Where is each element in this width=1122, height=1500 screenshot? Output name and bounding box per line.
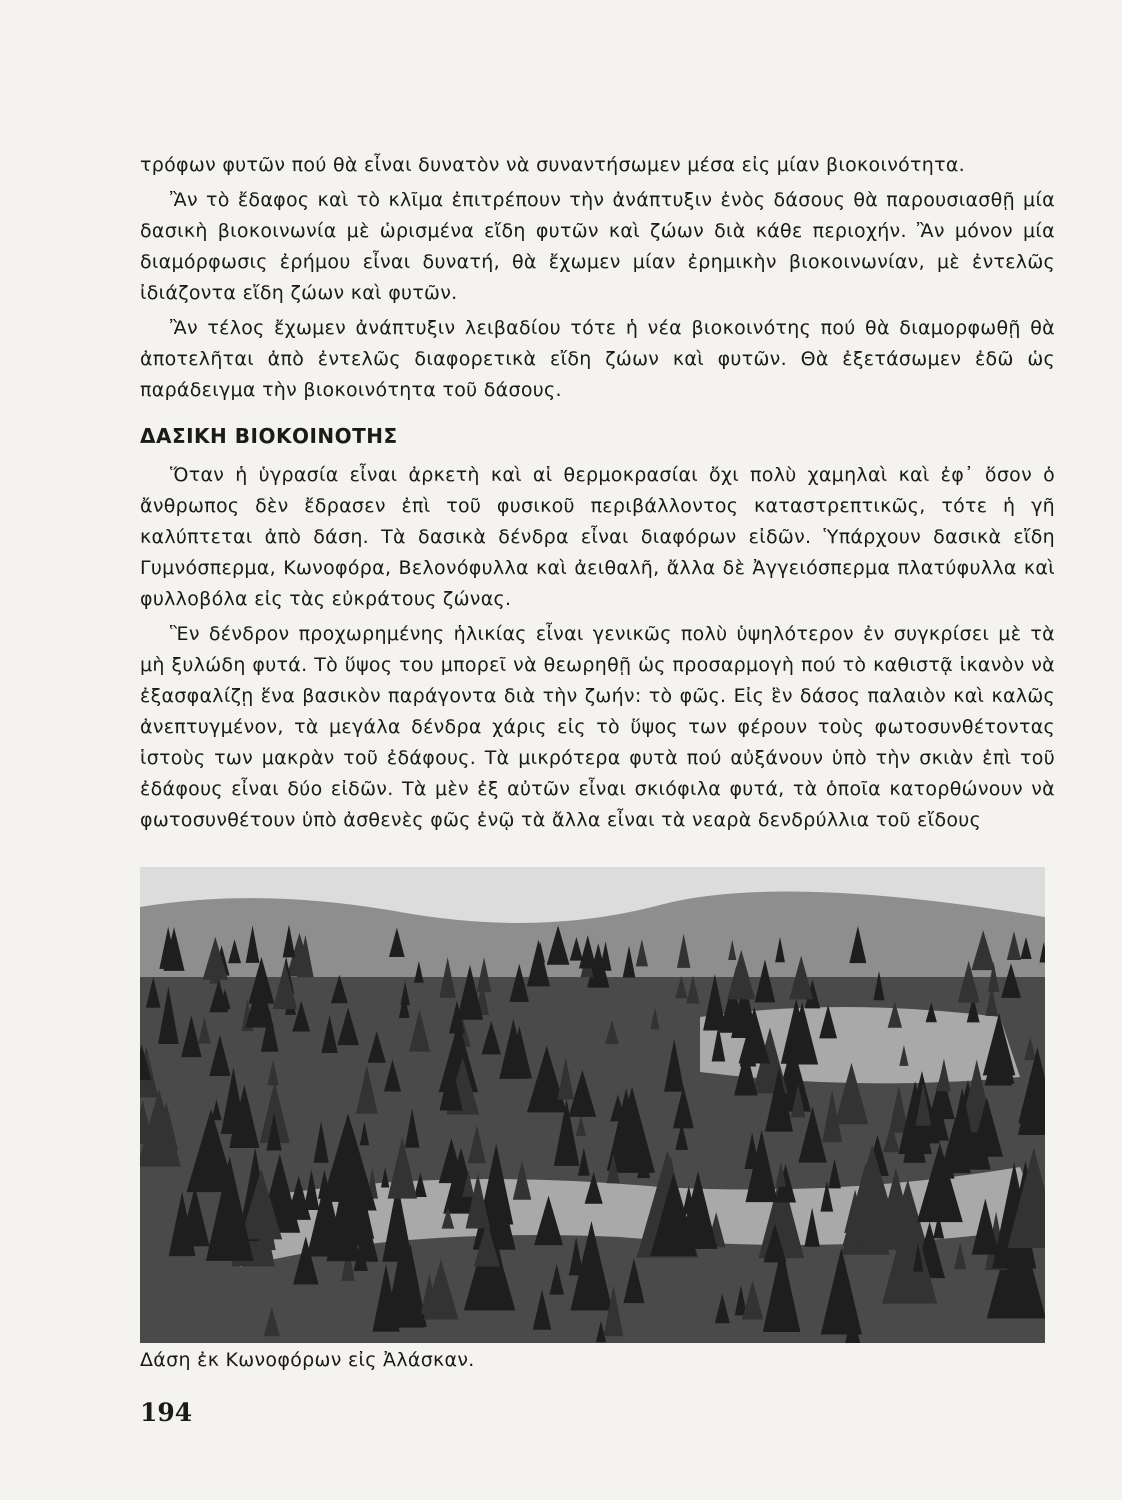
- page-body: [140, 150, 1055, 840]
- paragraph-tree-height: Ἓν δένδρον προχωρημένης ἡλικίας εἶναι γενικῶς πολὺ ὑψηλότερον ἐν συγκρίσει μὲ τὰ μὴ ξυλώδη φυτά. Τὸ ὕψος του μπορεῖ νὰ θεωρηθῇ ὡς προσαρμογὴ πού τὸ καθιστᾷ ἱκανὸν νὰ ἐξασφαλίζῃ ἕνα βασικὸν παράγοντα διὰ τὴν ζωήν: τὸ φῶς. Εἰς ἓν δάσος παλαιὸν καὶ καλῶς ἀνεπτυγμένον, τὰ μεγάλα δένδρα χάρις εἰς τὸ ὕψος των φέρουν τοὺς φωτοσυνθέτοντας ἱστοὺς των μακρὰν τοῦ ἐδάφους. Τὰ μικρότερα φυτὰ πού αὐξάνουν ὑπὸ τὴν σκιὰν ἐπὶ τοῦ ἐδάφους εἶναι δύο εἰδῶν. Τὰ μὲν ἐξ αὐτῶν εἶναι σκιόφιλα φυτά, τὰ ὁποῖα κατορθώνουν νὰ φωτοσυνθέτουν ὑπὸ ἀσθενὲς φῶς ἐνῷ τὰ ἄλλα εἶναι τὰ νεαρὰ δενδρύλλια τοῦ εἴδους: [140, 623, 1055, 831]
- section-heading: ΔΑΣΙΚΗ ΒΙΟΚΟΙΝΟΤΗΣ: [140, 424, 398, 448]
- paragraph-continuation: τρόφων φυτῶν πού θὰ εἶναι δυνατὸν νὰ συναντήσωμεν μέσα εἰς μίαν βιοκοινότητα.: [140, 154, 966, 176]
- paragraph-soil-climate: Ἂν τὸ ἔδαφος καὶ τὸ κλῖμα ἐπιτρέπουν τὴν ἀνάπτυξιν ἑνὸς δάσους θὰ παρουσιασθῇ μία δασικὴ βιοκοινωνία μὲ ὡρισμένα εἴδη φυτῶν καὶ ζώων διὰ κάθε περιοχήν. Ἂν μόνον μία διαμόρφωσις ἐρήμου εἶναι δυνατή, θὰ ἔχωμεν μίαν ἐρημικὴν βιοκοινωνίαν, μὲ ἐντελῶς ἰδιάζοντα εἴδη ζώων καὶ φυτῶν.: [140, 189, 1055, 304]
- paragraph-forest-types: Ὅταν ἡ ὑγρασία εἶναι ἀρκετὴ καὶ αἱ θερμοκρασίαι ὄχι πολὺ χαμηλαὶ καὶ ἐφ᾽ ὅσον ὁ ἄνθρωπος δὲν ἔδρασεν ἐπὶ τοῦ φυσικοῦ περιβάλλοντος καταστρεπτικῶς, τότε ἡ γῆ καλύπτεται ἀπὸ δάση. Τὰ δασικὰ δένδρα εἶναι διαφόρων εἰδῶν. Ὑπάρχουν δασικὰ εἴδη Γυμνόσπερμα, Κωνοφόρα, Βελονόφυλλα καὶ ἀειθαλῆ, ἄλλα δὲ Ἀγγειόσπερμα πλατύφυλλα καὶ φυλλοβόλα εἰς τὰς εὐκράτους ζώνας.: [140, 464, 1055, 610]
- photo-caption: Δάση ἐκ Κωνοφόρων εἰς Ἀλάσκαν.: [140, 1349, 475, 1371]
- forest-photo: [140, 867, 1045, 1343]
- page-number: 194: [140, 1398, 193, 1427]
- paragraph-meadow: Ἂν τέλος ἔχωμεν ἀνάπτυξιν λειβαδίου τότε ἡ νέα βιοκοινότης πού θὰ διαμορφωθῇ θὰ ἀποτελῆται ἀπὸ ἐντελῶς διαφορετικὰ εἴδη ζώων καὶ φυτῶν. Θὰ ἐξετάσωμεν ἐδῶ ὡς παράδειγμα τὴν βιοκοινότητα τοῦ δάσους.: [140, 317, 1055, 401]
